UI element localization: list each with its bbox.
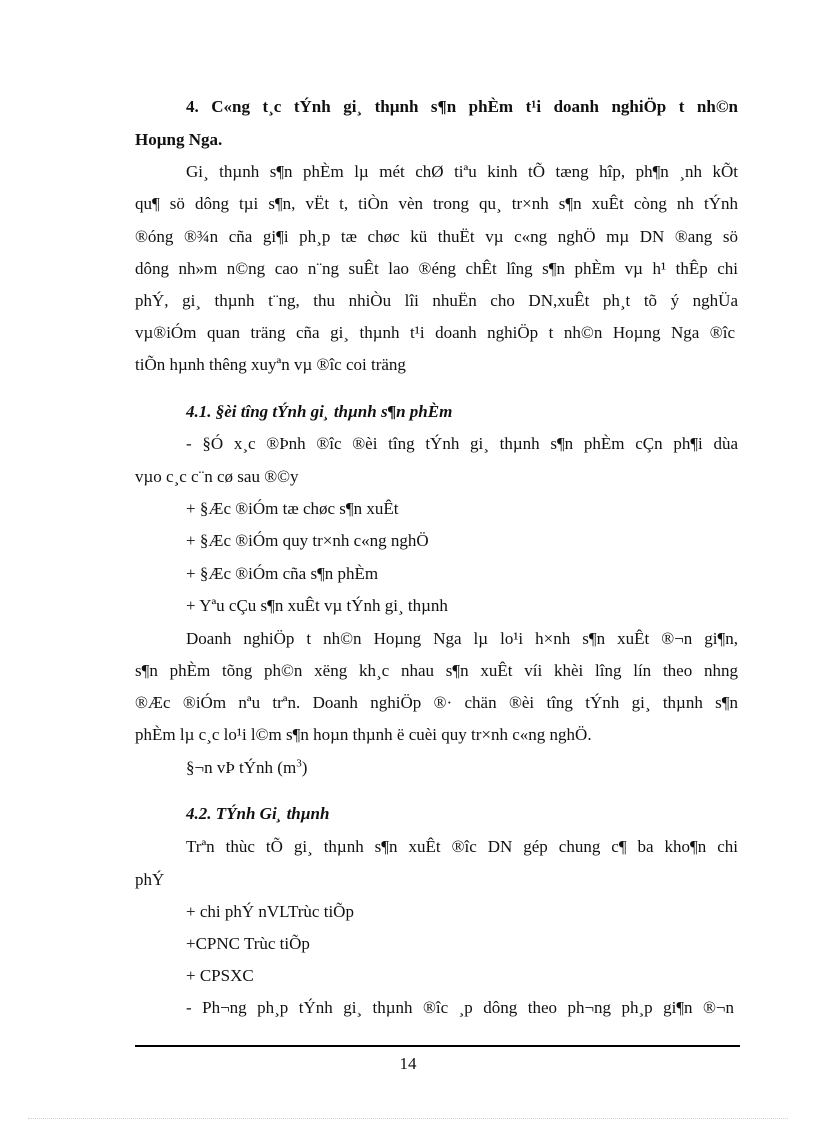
bullet-item: + §Æc ®iÓm cña s¶n phÈm	[186, 564, 379, 583]
page-edge-dotted-line	[28, 1118, 788, 1119]
subsection-2-line-6: - Ph¬ng ph¸p tÝnh gi¸ thµnh ®îc ¸p dông theo ph¬ng ph¸p gi¶n ®¬n	[186, 998, 734, 1017]
bullet-item: + §Æc ®iÓm quy tr×nh c«ng nghÖ	[186, 531, 429, 550]
subsection-2-line-2: phÝ	[135, 870, 165, 889]
subsection-1-line-9: ®Æc ®iÓm nªu trªn. Doanh nghiÖp ®· chän ®èi tîng tÝnh gi¸ thµnh s¶n	[135, 693, 738, 712]
footer-rule	[135, 1045, 740, 1047]
bullet-item: + CPSXC	[186, 966, 254, 985]
bullet-item: + chi phÝ nVLTrùc tiÕp	[186, 902, 354, 921]
subsection-1-line-7: Doanh nghiÖp t nh©n Hoµng Nga lµ lo¹i h×nh s¶n xuÊt ®¬n gi¶n,	[186, 629, 738, 648]
intro-line-7: tiÕn hµnh thêng xuyªn vµ ®îc coi träng	[135, 355, 406, 374]
subsection-1-line-1: - §Ó x¸c ®Þnh ®îc ®èi tîng tÝnh gi¸ thµnh s¶n phÈm cÇn ph¶i dùa	[186, 434, 738, 453]
subsection-1-line-8: s¶n phÈm tõng ph©n xëng kh¸c nhau s¶n xuÊt víi khèi lîng lín theo nhng	[135, 661, 738, 680]
intro-line-2: qu¶ sö dông tµi s¶n, vËt t, tiÒn vèn trong qu¸ tr×nh s¶n xuÊt còng nh tÝnh	[135, 194, 738, 213]
subsection-2-line-1: Trªn thùc tÕ gi¸ thµnh s¶n xuÊt ®îc DN gép chung c¶ ba kho¶n chi	[186, 837, 738, 856]
intro-line-3: ®óng ®¾n cña gi¶i ph¸p tæ chøc kü thuËt vµ c«ng nghÖ mµ DN ®ang sö	[135, 227, 738, 246]
unit-text: §¬n vÞ tÝnh (m	[186, 758, 297, 777]
intro-line-1: Gi¸ thµnh s¶n phÈm lµ mét chØ tiªu kinh tÕ tæng hîp, ph¶n ¸nh kÕt	[186, 162, 738, 181]
intro-line-5: phÝ, gi¸ thµnh t¨ng, thu nhiÒu lîi nhuËn cho DN,xuÊt ph¸t tõ ý nghÜa	[135, 291, 738, 310]
subsection-2-heading: 4.2. TÝnh Gi¸ thµnh	[186, 804, 330, 823]
subsection-1-heading: 4.1. §èi tîng tÝnh gi¸ thµnh s¶n phÈm	[186, 402, 453, 421]
unit-line	[186, 757, 307, 779]
bullet-item: + Yªu cÇu s¶n xuÊt vµ tÝnh gi¸ thµnh	[186, 596, 448, 615]
subsection-1-line-2: vµo c¸c c¨n cø sau ®©y	[135, 467, 299, 486]
intro-line-6: vµ®iÓm quan träng cña gi¸ thµnh t¹i doanh nghiÖp t nh©n Hoµng Nga ®îc	[135, 323, 735, 342]
section-heading-line-1: 4. C«ng t¸c tÝnh gi¸ thµnh s¶n phÈm t¹i doanh nghiÖp t nh©n	[186, 97, 738, 116]
section-heading-line-2: Hoµng Nga.	[135, 130, 223, 149]
unit-superscript: 3	[296, 757, 302, 770]
bullet-item: + §Æc ®iÓm tæ chøc s¶n xuÊt	[186, 499, 399, 518]
unit-close: )	[301, 758, 308, 777]
intro-line-4: dông nh»m n©ng cao n¨ng suÊt lao ®éng chÊt lîng s¶n phÈm vµ h¹ thÊp chi	[135, 259, 738, 278]
page-number: 14	[399, 1054, 417, 1073]
subsection-1-line-10: phÈm lµ c¸c lo¹i l©m s¶n hoµn thµnh ë cuèi quy tr×nh c«ng nghÖ.	[135, 725, 592, 744]
bullet-item: +CPNC Trùc tiÕp	[186, 934, 310, 953]
